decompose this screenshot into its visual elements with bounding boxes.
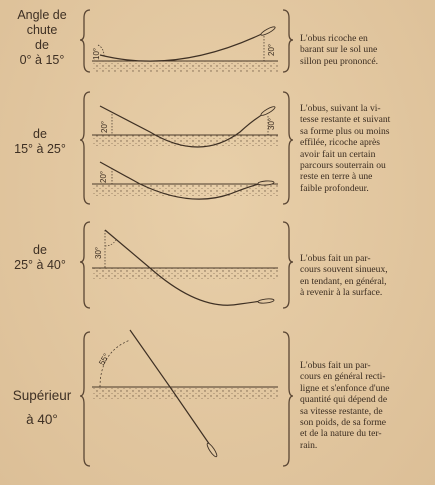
row-1-label-line-1: Angle de chute xyxy=(17,8,67,37)
row-4-text-line-6: son poids, de sa forme xyxy=(300,417,387,429)
row-4-label-line-2: à 40° xyxy=(26,412,58,427)
row-2-text-line-5: avoir fait un certain xyxy=(300,148,376,160)
row-2-text-line-1: L'obus, suivant la vi- xyxy=(300,103,381,114)
angle-label-1b: 20° xyxy=(267,43,276,56)
shell-4 xyxy=(206,442,219,458)
ground-2b xyxy=(92,184,278,196)
row-3-text-line-3: en tendant, en général, xyxy=(300,275,387,287)
row-4-text-line-4: quantité qui dépend de xyxy=(300,394,388,406)
left-brace-2 xyxy=(80,92,90,204)
ground-1 xyxy=(92,61,278,73)
angle-label-4: 55° xyxy=(97,351,111,367)
row-3-description xyxy=(300,253,425,299)
left-brace-4 xyxy=(80,332,90,466)
row-4-label-line-1: Supérieur xyxy=(12,388,72,403)
row-2-text-line-7: reste en terre à une xyxy=(300,171,373,183)
row-1-text-line-1: L'obus ricoche en xyxy=(300,33,368,44)
row-3-label-line-1: de xyxy=(33,243,47,257)
row-1-text-line-2: barant sur le sol une xyxy=(300,44,378,56)
row-4-text-line-3: ligne et s'enfonce d'une xyxy=(300,382,390,394)
row-2-description xyxy=(300,103,425,194)
row-4-text-line-2: cours en général recti- xyxy=(300,371,386,383)
ground-2a xyxy=(92,135,278,146)
row-4-text-line-7: et de la nature du ter- xyxy=(300,428,382,440)
left-brace-1 xyxy=(80,10,90,72)
row-2-text-line-2: tesse restante et suivant xyxy=(300,114,391,126)
row-2-text-line-6: parcours souterrain ou xyxy=(300,160,386,172)
row-3-text-line-4: à revenir à la surface. xyxy=(300,287,383,299)
row-4-text-line-1: L'obus fait un par- xyxy=(300,360,371,371)
angle-label-1a: 10° xyxy=(92,47,101,60)
row-2-text-line-3: sa forme plus ou moins xyxy=(300,125,390,137)
row-3-label-line-2: 25° à 40° xyxy=(14,258,66,272)
row-1-label-line-2: de xyxy=(35,38,49,52)
shell-3 xyxy=(258,298,274,304)
angle-label-2a: 20° xyxy=(100,120,109,133)
row-2-text-line-4: effilée, ricoche après xyxy=(300,137,380,149)
row-1-text-line-3: sillon peu prononcé. xyxy=(300,55,379,67)
trajectory-1 xyxy=(100,30,270,61)
ground-3 xyxy=(92,268,278,280)
row-4-description xyxy=(300,360,425,451)
right-brace-2 xyxy=(283,92,293,204)
angle-label-2b: 30° xyxy=(267,117,276,130)
right-brace-3 xyxy=(283,222,293,308)
left-brace-3 xyxy=(80,222,90,308)
row-1-label-line-3: 0° à 15° xyxy=(19,53,65,67)
row-2-label-line-2: 15° à 25° xyxy=(14,142,66,156)
row-3-text-line-1: L'obus fait un par- xyxy=(300,253,371,264)
right-brace-1 xyxy=(283,10,293,72)
row-3-text-line-2: cours souvent sinueux, xyxy=(300,264,388,276)
row-4-text-line-5: sa vitesse restante, de xyxy=(300,405,383,417)
row-2-label-line-1: de xyxy=(33,127,47,141)
shell-2a xyxy=(260,105,276,116)
row-1-description xyxy=(300,33,425,67)
angle-label-2c: 20° xyxy=(99,170,108,183)
row-2-text-line-8: faible profondeur. xyxy=(300,182,369,194)
ground-4 xyxy=(92,387,278,399)
shell-1 xyxy=(260,25,276,36)
angle-label-3: 30° xyxy=(94,246,103,259)
right-brace-4 xyxy=(283,332,293,466)
row-4-text-line-8: rain. xyxy=(300,439,318,451)
